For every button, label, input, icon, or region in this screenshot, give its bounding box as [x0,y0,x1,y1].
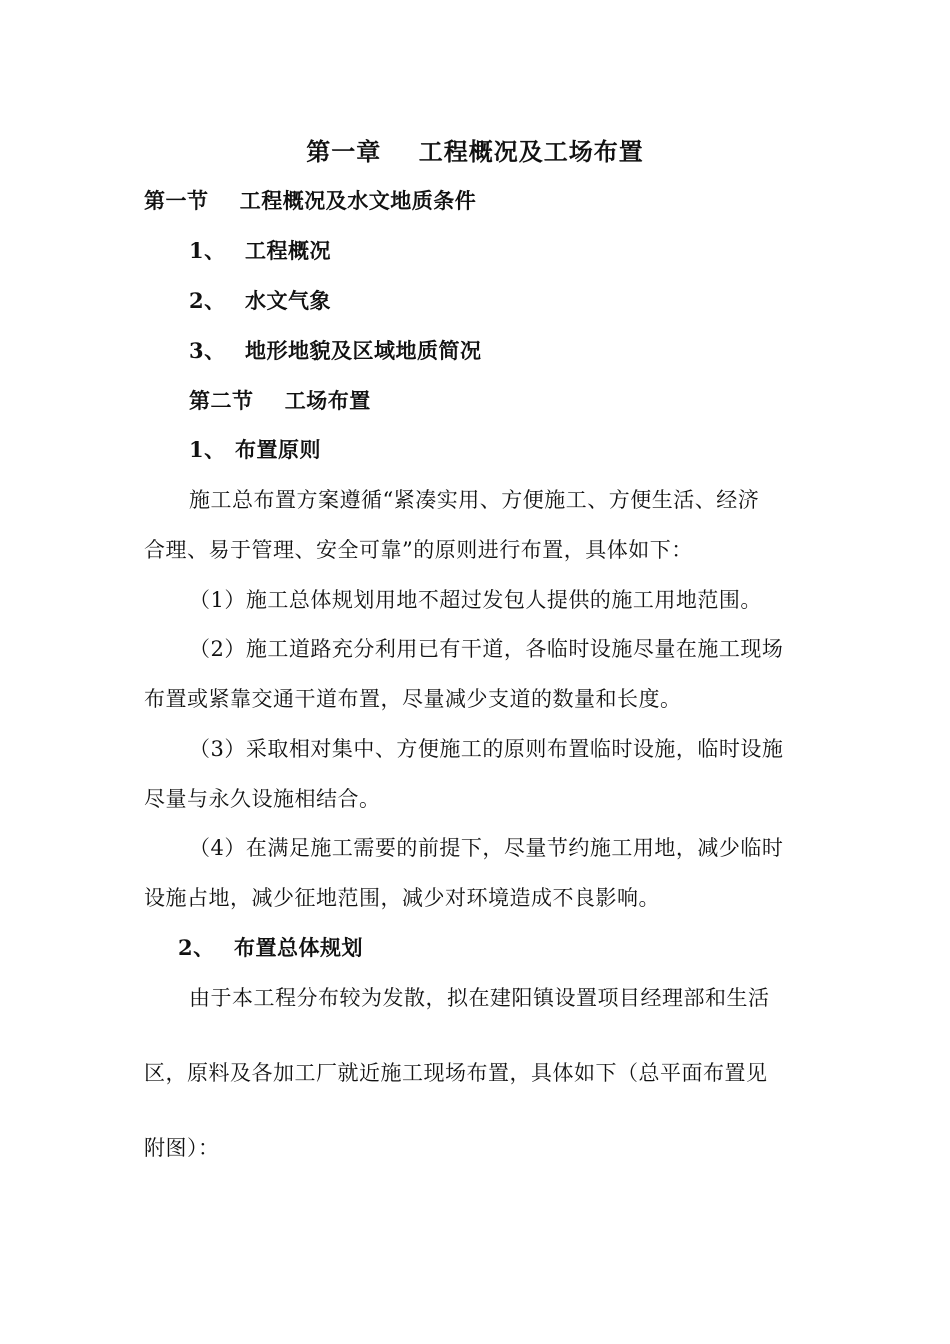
section1-item-1 [189,237,331,265]
paragraph-line: 由于本工程分布较为发散，拟在建阳镇设置项目经理部和生活 [189,986,770,1010]
section1-item-3 [189,337,482,365]
subsection-label: 布置总体规划 [234,935,363,960]
principle-point-4: （4）在满足施工需要的前提下，尽量节约施工用地，减少临时 [189,836,784,860]
item-label: 水文气象 [245,288,331,313]
principle-point-2-cont: 布置或紧靠交通干道布置，尽量减少支道的数量和长度。 [144,687,682,711]
principle-point-2: （2）施工道路充分利用已有干道，各临时设施尽量在施工现场 [189,637,784,661]
item-label: 工程概况 [245,238,331,263]
subsection-label: 布置原则 [235,437,321,462]
section-heading-1: 第一节 工程概况及水文地质条件 [144,188,477,213]
paragraph-line: 合理、易于管理、安全可靠”的原则进行布置，具体如下： [144,538,693,562]
paragraph-line: 施工总布置方案遵循“紧凑实用、方便施工、方便生活、经济 [189,488,760,512]
principle-point-4-cont: 设施占地，减少征地范围，减少对环境造成不良影响。 [144,886,660,910]
paragraph-line: 附图）： [144,1136,220,1160]
item-number: 1、 [189,238,226,263]
item-number: 3、 [189,338,226,363]
subsection-heading-1 [189,436,321,464]
section-heading-2: 第二节 工场布置 [189,388,371,413]
item-label: 地形地貌及区域地质简况 [245,338,482,363]
section1-item-2 [189,287,331,315]
subsection-number: 2、 [178,935,215,960]
paragraph-line: 区，原料及各加工厂就近施工现场布置，具体如下（总平面布置见 [144,1061,768,1085]
item-number: 2、 [189,288,226,313]
subsection-number: 1、 [189,437,226,462]
subsection-heading-2 [178,934,363,962]
principle-point-3: （3）采取相对集中、方便施工的原则布置临时设施，临时设施 [189,737,784,761]
principle-point-1: （1）施工总体规划用地不超过发包人提供的施工用地范围。 [189,588,762,612]
chapter-title: 第一章 工程概况及工场布置 [306,137,644,166]
principle-point-3-cont: 尽量与永久设施相结合。 [144,787,381,811]
